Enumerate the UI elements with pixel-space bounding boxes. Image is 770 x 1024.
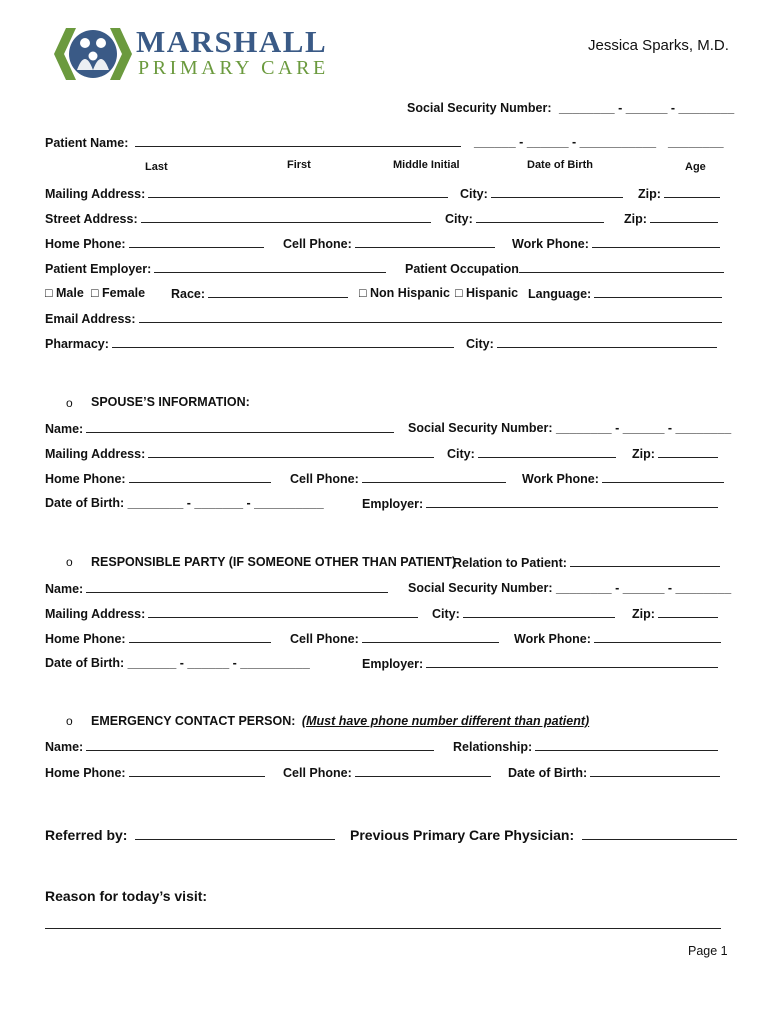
patient-age-blank[interactable]: ________ bbox=[668, 135, 724, 149]
col-age: Age bbox=[685, 161, 706, 173]
label: Work Phone: bbox=[514, 632, 591, 646]
hispanic-checkbox[interactable]: □ Hispanic bbox=[455, 286, 519, 300]
emergency-relationship-field[interactable] bbox=[453, 739, 718, 754]
patient-cell-phone-field[interactable] bbox=[283, 236, 495, 251]
patient-street-field[interactable] bbox=[45, 211, 431, 226]
label: Name: bbox=[45, 422, 84, 436]
label: Cell Phone: bbox=[290, 632, 359, 646]
label: City: bbox=[447, 447, 475, 461]
responsible-heading: RESPONSIBLE PARTY (IF SOMEONE OTHER THAN PATIENT) bbox=[91, 555, 457, 569]
blank: ________ - ______ - ________ bbox=[555, 581, 732, 595]
label: City: bbox=[460, 187, 488, 201]
patient-street-zip-field[interactable] bbox=[624, 211, 718, 226]
relation-field[interactable] bbox=[453, 555, 720, 570]
label: Language: bbox=[528, 287, 592, 301]
label: Zip: bbox=[632, 447, 655, 461]
col-last: Last bbox=[145, 161, 168, 173]
ssn-blank: ________ - ______ - ________ bbox=[558, 101, 735, 115]
responsible-city-field[interactable] bbox=[432, 606, 615, 621]
label: Name: bbox=[45, 740, 84, 754]
patient-city-field[interactable] bbox=[460, 186, 623, 201]
logo bbox=[52, 26, 327, 82]
label: Date of Birth: bbox=[508, 766, 588, 780]
label: Mailing Address: bbox=[45, 187, 146, 201]
reason-label: Reason for today’s visit: bbox=[45, 888, 208, 904]
label: Street Address: bbox=[45, 212, 138, 226]
blank: ________ - ______ - ________ bbox=[555, 421, 732, 435]
spouse-name-field[interactable] bbox=[45, 421, 394, 436]
patient-street-city-field[interactable] bbox=[445, 211, 604, 226]
patient-work-phone-field[interactable] bbox=[512, 236, 720, 251]
spouse-zip-field[interactable] bbox=[632, 446, 718, 461]
previous-physician-field[interactable] bbox=[350, 827, 737, 843]
spouse-city-field[interactable] bbox=[447, 446, 616, 461]
responsible-cell-phone-field[interactable] bbox=[290, 631, 499, 646]
page-number: Page 1 bbox=[688, 944, 728, 958]
col-middle-initial: Middle Initial bbox=[393, 159, 460, 171]
emergency-heading: EMERGENCY CONTACT PERSON: bbox=[91, 714, 296, 728]
col-date-of-birth: Date of Birth bbox=[527, 159, 593, 171]
label: Zip: bbox=[638, 187, 661, 201]
blank: _______ - ______ - __________ bbox=[127, 656, 310, 670]
referred-by-field[interactable] bbox=[45, 827, 335, 843]
header-ssn-field[interactable] bbox=[407, 101, 734, 115]
label: Employer: bbox=[362, 657, 424, 671]
logo-title: MARSHALL bbox=[136, 24, 328, 59]
label: Patient Employer: bbox=[45, 262, 152, 276]
blank: ________ - _______ - __________ bbox=[127, 496, 324, 510]
label: Social Security Number: bbox=[408, 581, 553, 595]
label: Name: bbox=[45, 582, 84, 596]
spouse-home-phone-field[interactable] bbox=[45, 471, 271, 486]
col-first: First bbox=[287, 159, 311, 171]
label: Race: bbox=[171, 287, 206, 301]
pharmacy-city-field[interactable] bbox=[466, 336, 717, 351]
responsible-work-phone-field[interactable] bbox=[514, 631, 721, 646]
label: Cell Phone: bbox=[283, 766, 352, 780]
patient-name-label: Patient Name: bbox=[45, 136, 129, 150]
race-field[interactable] bbox=[171, 286, 348, 301]
label: Social Security Number: bbox=[408, 421, 553, 435]
emergency-bullet: o bbox=[66, 714, 73, 728]
spouse-mailing-field[interactable] bbox=[45, 446, 434, 461]
label: Relation to Patient: bbox=[453, 556, 567, 570]
patient-zip-field[interactable] bbox=[638, 186, 720, 201]
spouse-ssn-field[interactable] bbox=[408, 421, 731, 435]
label: City: bbox=[445, 212, 473, 226]
label: City: bbox=[466, 337, 494, 351]
label: Relationship: bbox=[453, 740, 533, 754]
pharmacy-field[interactable] bbox=[45, 336, 454, 351]
emergency-dob-field[interactable] bbox=[508, 765, 720, 780]
responsible-name-field[interactable] bbox=[45, 581, 388, 596]
patient-mailing-field[interactable] bbox=[45, 186, 448, 201]
spouse-bullet: o bbox=[66, 396, 73, 410]
patient-employer-field[interactable] bbox=[45, 261, 386, 276]
ssn-label: Social Security Number: bbox=[407, 101, 552, 115]
label: Cell Phone: bbox=[283, 237, 352, 251]
spouse-work-phone-field[interactable] bbox=[522, 471, 724, 486]
label: Home Phone: bbox=[45, 472, 126, 486]
label: Home Phone: bbox=[45, 766, 126, 780]
patient-dob-blank[interactable]: ______ - ______ - ___________ bbox=[474, 135, 657, 149]
non-hispanic-checkbox[interactable]: □ Non Hispanic bbox=[359, 286, 450, 300]
spouse-cell-phone-field[interactable] bbox=[290, 471, 506, 486]
responsible-bullet: o bbox=[66, 555, 73, 569]
label: Pharmacy: bbox=[45, 337, 109, 351]
responsible-zip-field[interactable] bbox=[632, 606, 718, 621]
label: Cell Phone: bbox=[290, 472, 359, 486]
language-field[interactable] bbox=[528, 286, 722, 301]
label: Patient Occupation bbox=[405, 262, 519, 276]
label: Zip: bbox=[624, 212, 647, 226]
label: City: bbox=[432, 607, 460, 621]
male-checkbox[interactable]: □ Male bbox=[45, 286, 84, 300]
responsible-ssn-field[interactable] bbox=[408, 581, 731, 595]
label: Email Address: bbox=[45, 312, 136, 326]
logo-emblem-icon bbox=[52, 26, 134, 82]
label: Mailing Address: bbox=[45, 607, 146, 621]
emergency-name-field[interactable] bbox=[45, 739, 434, 754]
label: Date of Birth: bbox=[45, 656, 125, 670]
label: Mailing Address: bbox=[45, 447, 146, 461]
spouse-employer-field[interactable] bbox=[362, 496, 718, 511]
label: Zip: bbox=[632, 607, 655, 621]
responsible-home-phone-field[interactable] bbox=[45, 631, 271, 646]
email-field[interactable] bbox=[45, 311, 722, 326]
doctor-name: Jessica Sparks, M.D. bbox=[588, 37, 729, 54]
spouse-heading: SPOUSE’S INFORMATION: bbox=[91, 395, 250, 409]
label: Employer: bbox=[362, 497, 424, 511]
patient-name-field[interactable] bbox=[45, 135, 461, 150]
emergency-cell-phone-field[interactable] bbox=[283, 765, 491, 780]
female-checkbox[interactable]: □ Female bbox=[91, 286, 146, 300]
label: Date of Birth: bbox=[45, 496, 125, 510]
label: Referred by: bbox=[45, 827, 128, 843]
logo-subtitle: PRIMARY CARE bbox=[138, 57, 329, 79]
emergency-home-phone-field[interactable] bbox=[45, 765, 265, 780]
spouse-dob-field[interactable] bbox=[45, 496, 324, 510]
responsible-mailing-field[interactable] bbox=[45, 606, 418, 621]
patient-home-phone-field[interactable] bbox=[45, 236, 264, 251]
label: Work Phone: bbox=[522, 472, 599, 486]
emergency-heading-row bbox=[91, 714, 589, 728]
patient-occupation-field[interactable] bbox=[405, 261, 724, 276]
label: Previous Primary Care Physician: bbox=[350, 827, 575, 843]
label: Home Phone: bbox=[45, 632, 126, 646]
label: Work Phone: bbox=[512, 237, 589, 251]
responsible-employer-field[interactable] bbox=[362, 656, 718, 671]
reason-line[interactable] bbox=[45, 928, 721, 929]
emergency-note: (Must have phone number different than patient) bbox=[301, 714, 590, 728]
responsible-dob-field[interactable] bbox=[45, 656, 310, 670]
label: Home Phone: bbox=[45, 237, 126, 251]
